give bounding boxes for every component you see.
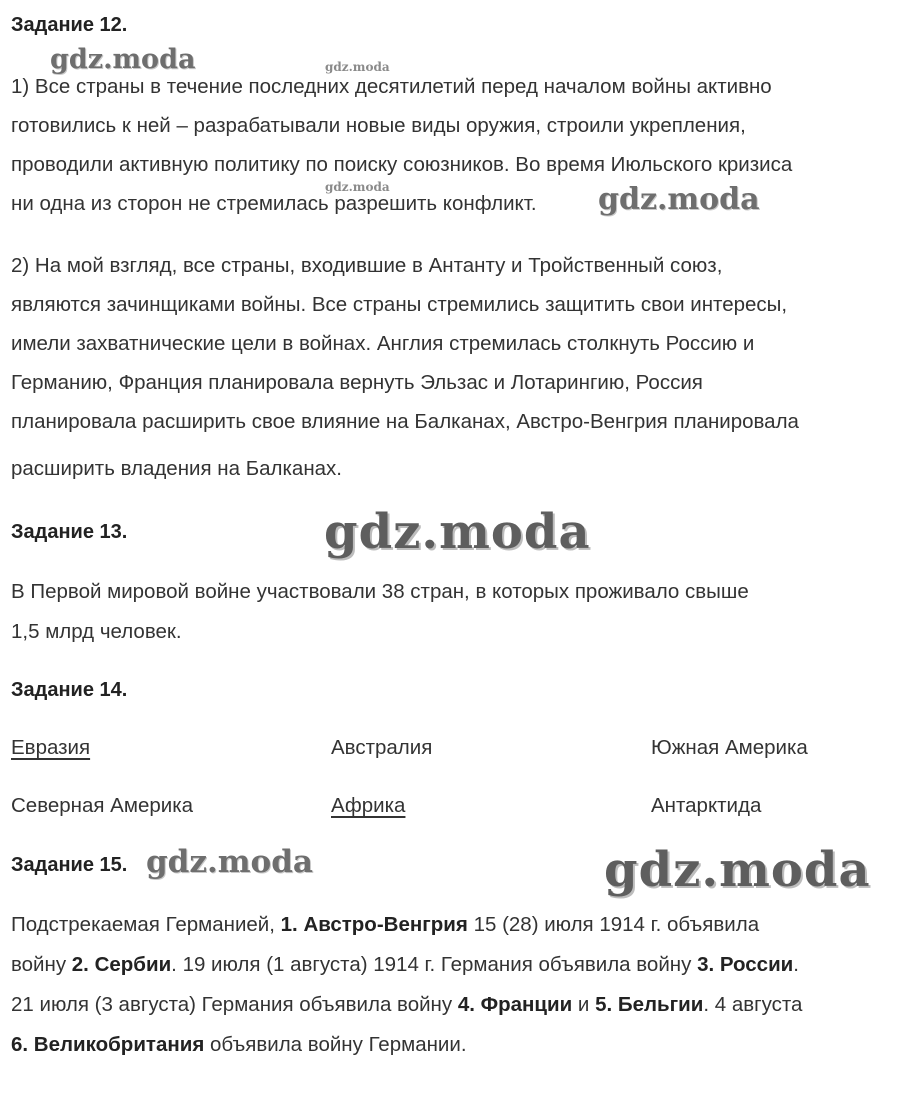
- paragraph-line: являются зачинщиками войны. Все страны стремились защитить свои интересы,: [11, 293, 788, 316]
- answer-3: 3. России: [697, 953, 794, 976]
- paragraph-line: имели захватнические цели в войнах. Англия стремилась столкнуть Россию и: [11, 332, 755, 355]
- paragraph-line: расширить владения на Балканах.: [11, 457, 343, 480]
- task-15-answer: [11, 905, 802, 1065]
- answer-4: 4. Франции: [457, 993, 573, 1016]
- paragraph-line: войну 2. Сербии. 19 июля (1 августа) 1914 г. Германия объявила войну 3. России.: [11, 953, 799, 976]
- continent-south-america: Южная Америка: [651, 736, 808, 759]
- continent-eurasia: Евразия: [11, 736, 91, 759]
- paragraph-line: ни одна из сторон не стремилась разрешить конфликт.: [11, 192, 537, 215]
- paragraph-line: проводили активную политику по поиску союзников. Во время Июльского кризиса: [11, 153, 793, 176]
- watermark-logo: gdz.moda: [146, 844, 313, 880]
- watermark-logo: gdz.moda: [325, 60, 390, 74]
- paragraph-line: планировала расширить свое влияние на Балканах, Австро-Венгрия планировала: [11, 410, 799, 433]
- continent-australia: Австралия: [331, 736, 433, 759]
- task-13-heading: Задание 13.: [11, 521, 128, 543]
- watermark-logo: gdz.moda: [604, 842, 871, 898]
- paragraph-line: 6. Великобритания объявила войну Германии.: [11, 1033, 467, 1056]
- paragraph-line: Подстрекаемая Германией, 1. Австро-Венгрия 15 (28) июля 1914 г. объявила: [11, 913, 760, 936]
- continent-africa: Африка: [331, 794, 406, 817]
- watermark-logo: gdz.moda: [324, 504, 591, 560]
- answer-5: 5. Бельгии: [595, 993, 704, 1016]
- task-12-answer-1: [11, 67, 792, 223]
- answer-2: 2. Сербии: [71, 953, 172, 976]
- paragraph-line: 2) На мой взгляд, все страны, входившие в Антанту и Тройственный союз,: [11, 254, 723, 277]
- answer-6: 6. Великобритания: [11, 1033, 205, 1056]
- paragraph-line: 1,5 млрд человек.: [11, 620, 182, 643]
- watermark-logo: gdz.moda: [50, 44, 196, 75]
- paragraph-line: 1) Все страны в течение последних десятилетий перед началом войны активно: [11, 75, 772, 98]
- task-14-heading: Задание 14.: [11, 679, 128, 701]
- task-15-heading: Задание 15.: [11, 854, 128, 876]
- paragraph-line: Германию, Франция планировала вернуть Эльзас и Лотарингию, Россия: [11, 371, 703, 394]
- paragraph-line: В Первой мировой войне участвовали 38 стран, в которых проживало свыше: [11, 580, 749, 603]
- answer-1: 1. Австро-Венгрия: [280, 913, 468, 936]
- watermark-logo: gdz.moda: [325, 180, 390, 194]
- watermark-logo: gdz.moda: [598, 182, 760, 217]
- continent-antarctica: Антарктида: [651, 794, 762, 817]
- task-12-heading: Задание 12.: [11, 14, 128, 36]
- continent-north-america: Северная Америка: [11, 794, 194, 817]
- paragraph-line: готовились к ней – разрабатывали новые виды оружия, строили укрепления,: [11, 114, 746, 137]
- task-13-answer: [11, 572, 749, 652]
- task-12-answer-2: [11, 246, 799, 488]
- paragraph-line: 21 июля (3 августа) Германия объявила войну 4. Франции и 5. Бельгии. 4 августа: [11, 993, 803, 1016]
